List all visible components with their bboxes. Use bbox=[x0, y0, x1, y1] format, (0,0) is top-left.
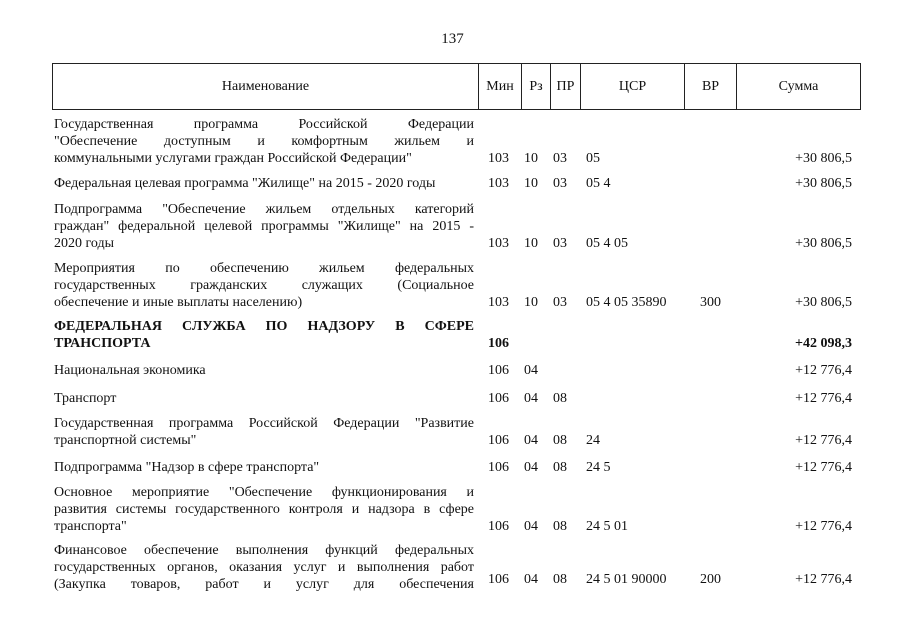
row-pr: 03 bbox=[553, 151, 567, 166]
row-sum: +12 776,4 bbox=[795, 433, 852, 448]
row-name-line: "Обеспечение доступным и комфортным жильем и bbox=[54, 134, 474, 149]
row-name-line: граждан" федеральной целевой программы "Жилище" на 2015 - bbox=[54, 219, 474, 234]
header-pr: ПР bbox=[550, 64, 580, 109]
page-number: 137 bbox=[441, 31, 464, 47]
row-csr: 05 4 bbox=[586, 176, 611, 191]
row-name-line: 2020 годы bbox=[54, 236, 115, 251]
header-sum: Сумма bbox=[736, 64, 860, 109]
row-vr: 200 bbox=[700, 572, 721, 587]
row-name-line: Основное мероприятие "Обеспечение функционирования и bbox=[54, 485, 474, 500]
row-rz: 04 bbox=[524, 460, 538, 475]
row-csr: 05 bbox=[586, 151, 600, 166]
row-rz: 10 bbox=[524, 176, 538, 191]
row-sum: +12 776,4 bbox=[795, 519, 852, 534]
row-min: 106 bbox=[488, 336, 509, 351]
header-csr: ЦСР bbox=[580, 64, 684, 109]
row-pr: 08 bbox=[553, 433, 567, 448]
row-name-line: ФЕДЕРАЛЬНАЯ СЛУЖБА ПО НАДЗОРУ В СФЕРЕ bbox=[54, 319, 474, 334]
row-sum: +30 806,5 bbox=[795, 295, 852, 310]
row-name-line: Государственная программа Российской Федерации "Развитие bbox=[54, 416, 474, 431]
row-min: 106 bbox=[488, 391, 509, 406]
row-rz: 04 bbox=[524, 519, 538, 534]
row-sum: +12 776,4 bbox=[795, 363, 852, 378]
row-min: 106 bbox=[488, 519, 509, 534]
row-rz: 10 bbox=[524, 295, 538, 310]
row-name-line: Мероприятия по обеспечению жильем федеральных bbox=[54, 261, 474, 276]
header-min: Мин bbox=[478, 64, 521, 109]
row-name-line: Транспорт bbox=[54, 391, 117, 406]
row-rz: 10 bbox=[524, 151, 538, 166]
row-name-line: Национальная экономика bbox=[54, 363, 206, 378]
row-name-line: ТРАНСПОРТА bbox=[54, 336, 151, 351]
row-pr: 03 bbox=[553, 176, 567, 191]
row-pr: 08 bbox=[553, 519, 567, 534]
row-rz: 04 bbox=[524, 391, 538, 406]
row-name-line: транспорта" bbox=[54, 519, 127, 534]
row-sum: +30 806,5 bbox=[795, 236, 852, 251]
row-min: 106 bbox=[488, 433, 509, 448]
row-csr: 24 5 bbox=[586, 460, 611, 475]
row-csr: 05 4 05 35890 bbox=[586, 295, 667, 310]
row-rz: 04 bbox=[524, 572, 538, 587]
row-sum: +42 098,3 bbox=[795, 336, 852, 351]
row-name-line: развития системы государственного контроля и надзора в сфере bbox=[54, 502, 474, 517]
table-header bbox=[52, 63, 861, 110]
row-min: 103 bbox=[488, 236, 509, 251]
row-min: 103 bbox=[488, 295, 509, 310]
row-pr: 03 bbox=[553, 295, 567, 310]
row-name-line: Подпрограмма "Надзор в сфере транспорта" bbox=[54, 460, 320, 475]
row-name-line: государственных органов, оказания услуг и выполнения работ bbox=[54, 560, 474, 575]
row-name-line: государственных гражданских служащих (Социальное bbox=[54, 278, 474, 293]
row-name-line: транспортной системы" bbox=[54, 433, 197, 448]
row-min: 103 bbox=[488, 151, 509, 166]
row-rz: 10 bbox=[524, 236, 538, 251]
row-rz: 04 bbox=[524, 363, 538, 378]
row-csr: 24 5 01 90000 bbox=[586, 572, 667, 587]
row-name-line: Финансовое обеспечение выполнения функций федеральных bbox=[54, 543, 474, 558]
row-sum: +12 776,4 bbox=[795, 391, 852, 406]
row-csr: 05 4 05 bbox=[586, 236, 628, 251]
row-csr: 24 bbox=[586, 433, 600, 448]
row-rz: 04 bbox=[524, 433, 538, 448]
header-rz: Рз bbox=[521, 64, 550, 109]
row-csr: 24 5 01 bbox=[586, 519, 628, 534]
row-sum: +12 776,4 bbox=[795, 460, 852, 475]
row-min: 103 bbox=[488, 176, 509, 191]
header-name: Наименование bbox=[221, 78, 310, 94]
row-name-line: коммунальными услугами граждан Российской Федерации" bbox=[54, 151, 412, 166]
row-name-line: (Закупка товаров, работ и услуг для обеспечения bbox=[54, 577, 474, 592]
row-sum: +30 806,5 bbox=[795, 151, 852, 166]
row-sum: +30 806,5 bbox=[795, 176, 852, 191]
row-min: 106 bbox=[488, 572, 509, 587]
row-pr: 03 bbox=[553, 236, 567, 251]
row-name-line: Федеральная целевая программа "Жилище" на 2015 - 2020 годы bbox=[54, 176, 436, 191]
row-sum: +12 776,4 bbox=[795, 572, 852, 587]
row-name-line: обеспечение и иные выплаты населению) bbox=[54, 295, 303, 310]
row-pr: 08 bbox=[553, 572, 567, 587]
row-name-line: Подпрограмма "Обеспечение жильем отдельных категорий bbox=[54, 202, 474, 217]
row-pr: 08 bbox=[553, 391, 567, 406]
row-min: 106 bbox=[488, 363, 509, 378]
header-vr: ВР bbox=[684, 64, 736, 109]
row-min: 106 bbox=[488, 460, 509, 475]
row-vr: 300 bbox=[700, 295, 721, 310]
row-pr: 08 bbox=[553, 460, 567, 475]
row-name-line: Государственная программа Российской Федерации bbox=[54, 117, 474, 132]
